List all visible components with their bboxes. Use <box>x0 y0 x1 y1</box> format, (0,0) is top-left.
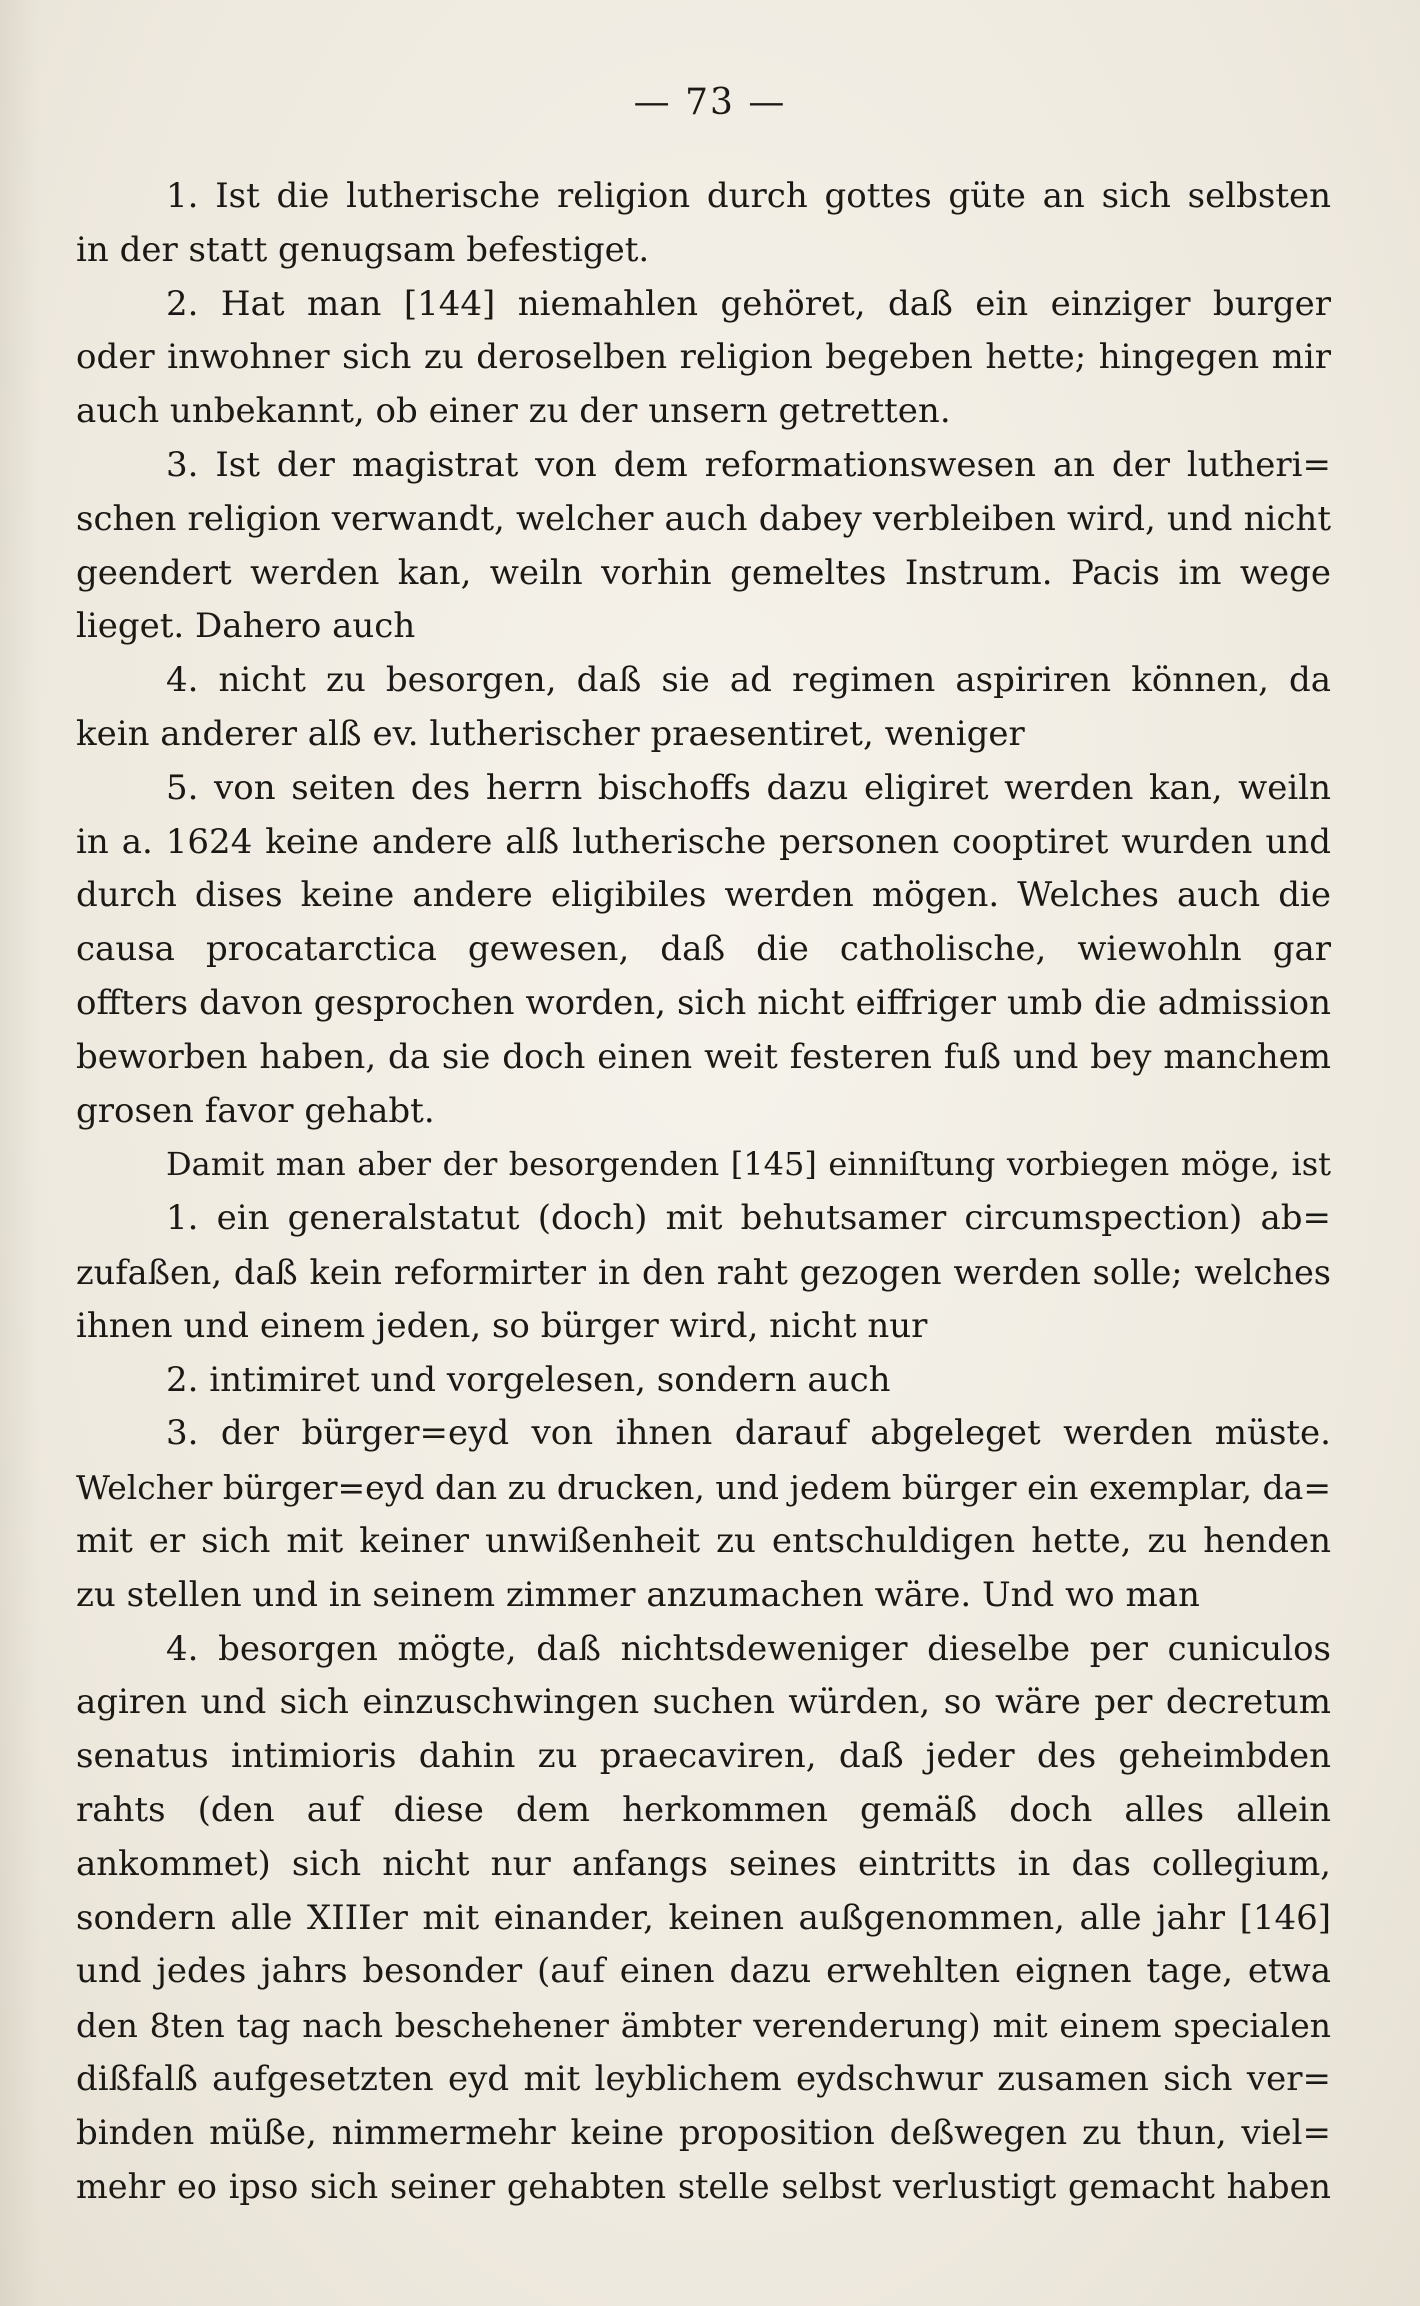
text-line: grosen favor gehabt. <box>76 1090 435 1131</box>
text-line: 3. Ist der magistrat von dem reformationswesen an der lutheri= <box>166 444 1331 485</box>
text-line: Welcher bürger=eyd dan zu drucken, und jedem bürger ein exemplar, da= <box>76 1468 1331 1508</box>
text-line: rahts (den auf diese dem herkommen gemäß doch alles allein <box>76 1789 1331 1830</box>
page-number: — 73 — <box>633 82 787 123</box>
text-line: senatus intimioris dahin zu praecaviren, daß jeder des geheimbden <box>76 1736 1331 1777</box>
text-line: auch unbekannt, ob einer zu der unsern getretten. <box>76 391 951 432</box>
text-line: 1. Ist die lutherische religion durch gottes güte an sich selbsten <box>166 176 1331 216</box>
text-line: 1. ein generalstatut (doch) mit behutsamer circumspection) ab= <box>166 1198 1331 1239</box>
text-line: kein anderer alß ev. lutherischer praesentiret, weniger <box>76 713 1025 754</box>
text-line: beworben haben, da sie doch einen weit festeren fuß und bey manchem <box>76 1036 1331 1077</box>
text-line: zufaßen, daß kein reformirter in den raht gezogen werden solle; welches <box>76 1252 1331 1292</box>
text-line: offters davon gesprochen worden, sich nicht eiffriger umb die admission <box>76 982 1331 1023</box>
text-line: geendert werden kan, weiln vorhin gemeltes Instrum. Pacis im wege <box>76 552 1331 593</box>
text-line: 2. intimiret und vorgelesen, sondern auch <box>166 1359 891 1400</box>
text-line: ihnen und einem jeden, so bürger wird, nicht nur <box>76 1305 928 1346</box>
page-body-text <box>76 170 1331 2214</box>
text-line: 4. nicht zu besorgen, daß sie ad regimen aspiriren können, da <box>166 660 1331 701</box>
text-line: lieget. Dahero auch <box>76 606 416 647</box>
text-line: den 8ten tag nach beschehener ämbter verenderung) mit einem specialen <box>76 2006 1331 2046</box>
text-line: agiren und sich einzuschwingen suchen würden, so wäre per decretum <box>76 1682 1331 1723</box>
text-line: mit er sich mit keiner unwißenheit zu entschuldigen hette, zu henden <box>76 1520 1331 1561</box>
text-line: ankommet) sich nicht nur anfangs seines eintritts in das collegium, <box>76 1843 1331 1884</box>
text-line: 3. der bürger=eyd von ihnen darauf abgeleget werden müste. <box>166 1413 1331 1454</box>
text-line: durch dises keine andere eligibiles werden mögen. Welches auch die <box>76 875 1331 916</box>
text-line: 5. von seiten des herrn bischoffs dazu eligiret werden kan, weiln <box>166 767 1331 808</box>
text-line: mehr eo ipso sich seiner gehabten stelle selbst verlustigt gemacht haben <box>76 2167 1331 2207</box>
text-line: dißfalß aufgesetzten eyd mit leyblichem eydschwur zusamen sich ver= <box>76 2058 1331 2099</box>
text-line: 4. besorgen mögte, daß nichtsdeweniger dieselbe per cuniculos <box>166 1628 1331 1669</box>
text-line: schen religion verwandt, welcher auch dabey verbleiben wird, und nicht <box>76 498 1331 539</box>
text-line: oder inwohner sich zu deroselben religion begeben hette; hingegen mir <box>76 337 1331 378</box>
text-line: zu stellen und in seinem zimmer anzumachen wäre. Und wo man <box>76 1574 1200 1615</box>
text-line: causa procatarctica gewesen, daß die catholische, wiewohln gar <box>76 929 1331 970</box>
text-line: in a. 1624 keine andere alß lutherische personen cooptiret wurden und <box>76 821 1331 862</box>
text-line: binden müße, nimmermehr keine proposition deßwegen zu thun, viel= <box>76 2112 1331 2153</box>
text-line: in der statt genugsam befestiget. <box>76 229 650 270</box>
text-line: Damit man aber der besorgenden [145] einniſtung vorbiegen möge, ist <box>166 1145 1331 1184</box>
text-line: und jedes jahrs besonder (auf einen dazu erwehlten eignen tage, etwa <box>76 1951 1331 1992</box>
text-line: sondern alle XIIIer mit einander, keinen außgenommen, alle jahr [146] <box>76 1897 1331 1938</box>
text-line: 2. Hat man [144] niemahlen gehöret, daß ein einziger burger <box>166 283 1331 324</box>
